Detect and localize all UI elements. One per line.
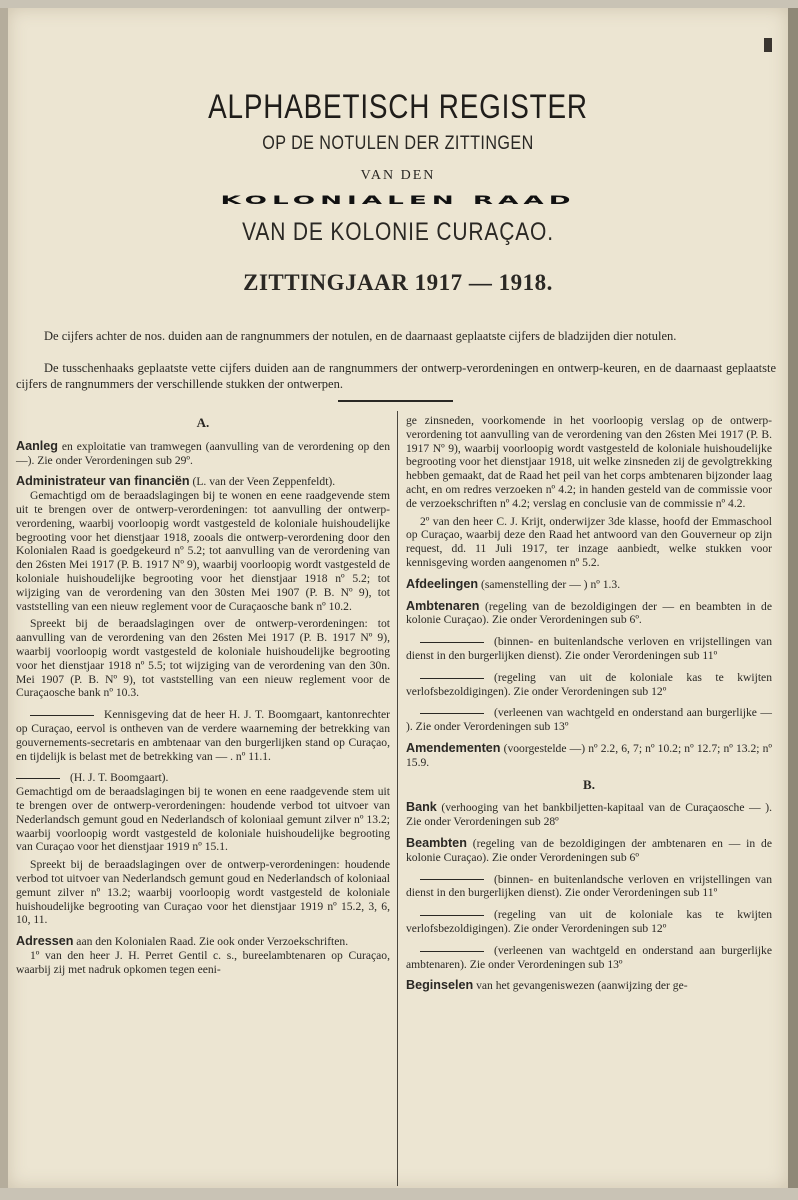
page-spine	[0, 8, 8, 1188]
entry-text: van het gevangeniswezen (aanwijzing der ge-	[473, 979, 688, 993]
right-column	[406, 414, 772, 1184]
raad-heading: KOLONIALEN RAAD	[220, 193, 576, 207]
ditto-dash	[420, 642, 484, 643]
entry-adressen	[16, 935, 390, 949]
register-page	[8, 8, 788, 1188]
entry-text: (regeling van de bezoldigingen der ambtenaren en — in de kolonie Curaçao). Zie onder Verordeningen sub 6º	[406, 836, 772, 864]
entry-ambtenaren-verloven	[406, 635, 772, 663]
page-edge	[788, 8, 798, 1188]
entry-text: (L. van der Veen Zeppenfeldt).	[189, 475, 336, 489]
entry-heading: Amendementen	[406, 740, 501, 755]
ditto-dash	[420, 915, 484, 916]
entry-text: (regeling van de bezoldigingen der — en beambten in de kolonie Curaçao). Zie onder Verordeningen sub 6º.	[406, 599, 772, 627]
section-rule	[338, 400, 453, 402]
entry-paragraph: Gemachtigd om de beraadslagingen bij te wonen en eene raadgevende stem uit te brengen over de ontwerp-verordeningen: tot aanvulling der ontwerp-verordening, waarbij voorloopig wordt vastgesteld de koloniale huishoudelijke begrooting voor het dienstjaar 1918, zooals die ontwerp-verordening door den Kolonialen Raad is goedgekeurd nº 5.2; tot aanvulling van de verordening van den 26sten Mei 1917 (P. B. 1917 Nº 9), waarbij voorloopig wordt vastgesteld de koloniale huishoudelijke begrooting voor het dienstjaar 1918 nº 5.2; tot wijziging van de verordening van den 30sten Mei 1907 (P. B. Nº 9), tot vaststelling van een nieuw reglement voor de Curaçaosche bank nº 10.2.	[16, 489, 390, 613]
entry-kennisgeving	[16, 708, 390, 763]
entry-paragraph: Spreekt bij de beraadslagingen over de ontwerp-verordeningen: houdende verbod tot uitvoer van Nederlandsch gemunt goud en Nederlandsch of koloniaal gemunt zilver nº 13.2; waarbij voorloopig wordt vastgesteld de koloniale huishoudelijke begrooting van Curaçao voor het dienstjaar 1919 nº 15.2, 3, 6, 10, 11.	[16, 858, 390, 927]
entry-ambtenaren	[406, 600, 772, 628]
entry-heading: Bank	[406, 800, 437, 815]
entry-beambten	[406, 837, 772, 865]
ditto-dash	[30, 715, 94, 716]
entry-beambten-bezoldiging	[406, 908, 772, 936]
entry-heading: Afdeelingen	[406, 576, 479, 591]
entry-aanleg	[16, 440, 390, 468]
entry-afdeelingen	[406, 578, 772, 592]
entry-text: (verleenen van wachtgeld en onderstand aan burgerlijke ambtenaren). Zie onder Verordeningen sub 13º	[406, 943, 772, 971]
entry-beginselen	[406, 979, 772, 993]
entry-paragraph: Spreekt bij de beraadslagingen over de ontwerp-verordeningen: tot aanvulling van de verordening van den 26sten Mei 1917 (P. B. 1917 Nº 9), waarbij voorloopig wordt vastgesteld de koloniale huishoudelijke begrooting voor het dienstjaar 1918 nº 5.5; tot wijziging van de verordening van den 30n. Mei 1907 (P. B. Nº 9), tot vaststelling van een nieuw reglement voor de Curaçaosche bank nº 10.3.	[16, 617, 390, 700]
register-title: ALPHABETISCH REGISTER	[208, 88, 588, 126]
section-b-heading: B.	[583, 776, 595, 792]
intro-paragraph-2: De tusschenhaaks geplaatste vette cijfers duiden aan de rangnummers der ontwerp-verordeningen en ontwerp-keuren, en de daarnaast geplaatste cijfers de rangnummers der verschillende stukken der ontwerpen.	[16, 361, 776, 391]
entry-paragraph: 1º van den heer J. H. Perret Gentil c. s., bureelambtenaren op Curaçao, waarbij zij met nadruk opkomen tegen eeni-	[16, 948, 390, 976]
ditto-dash	[420, 951, 484, 952]
entry-text: en exploitatie van tramwegen (aanvulling van de verordening op den —). Zie onder Verordeningen sub 29º.	[16, 439, 390, 467]
entry-text: (verleenen van wachtgeld en onderstand aan burgerlijke — ). Zie onder Verordeningen sub 13º	[406, 706, 772, 734]
entry-text: Kennisgeving dat de heer H. J. T. Boomgaart, kantonrechter op Curaçao, eervol is ontheven van de verdere waarneming der betrekking van gouvernements-secretaris en ambtenaar van den burgerlijken stand op Curaçao, en tijdelijk is belast met de betrekking van — . nº 11.1.	[16, 708, 390, 763]
zittingjaar-heading: ZITTINGJAAR 1917 — 1918.	[243, 270, 553, 295]
entry-text: aan den Kolonialen Raad. Zie ook onder Verzoekschriften.	[73, 935, 349, 949]
entry-heading: Adressen	[16, 934, 74, 949]
entry-text: (voorgestelde —) nº 2.2, 6, 7; nº 10.2; nº 12.7; nº 13.2; nº 15.9.	[406, 741, 772, 769]
ditto-dash	[420, 678, 484, 679]
entry-heading: Administrateur van financiën	[16, 474, 190, 489]
ditto-dash	[16, 778, 60, 779]
entry-heading: Beambten	[406, 835, 467, 850]
entry-text: (binnen- en buitenlandsche verloven en vrijstellingen van dienst in den burgerlijken dienst). Zie onder Verordeningen sub 11º	[406, 872, 772, 900]
entry-text: (regeling van uit de koloniale kas te kwijten verlofsbezoldigingen). Zie onder Verordeningen sub 12º	[406, 670, 772, 698]
entry-bank	[406, 801, 772, 829]
entry-paragraph: ge zinsneden, voorkomende in het voorloopig verslag op de ontwerp-verordening tot aanvulling van de verordening van den 26sten Mei 1917 (P. B. 1917 Nº 9), waarbij voorloopig wordt vastgesteld de koloniale huishoudelijke begrooting voor het dienstjaar 1918, uit welke zinsneden zij de gevolgtrekking hebben gemaakt, dat de Raad het peil van het corps ambtenaren bijzonder laag acht, en om redres verzoeken nº 4.2; in handen gesteld van de commissie voor de verzoekschriften nº 4.2; verslag en conclusie van de commissie nº 4.2.	[406, 414, 772, 510]
intro-paragraph-1: De cijfers achter de nos. duiden aan de rangnummers der notulen, en de daarnaast geplaatste cijfers de bladzijden dier notulen.	[44, 329, 677, 343]
entry-amendementen	[406, 742, 772, 770]
entry-paragraph: Gemachtigd om de beraadslagingen bij te wonen en eene raadgevende stem uit te brengen over de ontwerp-verordeningen: houdende verbod tot uitvoer van Nederlandsch gemunt goud en Nederlandsch of koloniaal gemunt zilver nº 13.2; waarbij voorloopig wordt vastgesteld de koloniale huishoudelijke begrooting van Curaçao voor het dienstjaar 1919 nº 15.1.	[16, 785, 390, 854]
left-column	[16, 414, 390, 1184]
van-den-line: VAN DEN	[360, 168, 436, 183]
entry-ambtenaren-wachtgeld	[406, 706, 772, 734]
entry-text: (regeling van uit de koloniale kas te kwijten verlofsbezoldigingen). Zie onder Verordeningen sub 12º	[406, 908, 772, 935]
entry-text: (samenstelling der — ) nº 1.3.	[478, 577, 621, 591]
entry-administrateur	[16, 475, 390, 489]
entry-text: (verhooging van het bankbiljetten-kapitaal van de Curaçaosche — ). Zie onder Verordeningen sub 28º	[406, 801, 772, 829]
register-subtitle: OP DE NOTULEN DER ZITTINGEN	[262, 133, 534, 154]
ditto-dash	[420, 713, 484, 714]
entry-boomgaart	[16, 771, 390, 785]
section-a-heading: A.	[196, 415, 210, 430]
entry-ambtenaren-bezoldiging	[406, 671, 772, 699]
ditto-dash	[420, 879, 484, 880]
entry-paragraph: 2º van den heer C. J. Krijt, onderwijzer 3de klasse, hoofd der Emmaschool op Curaçao, waarbij deze den Raad het antwoord van den Gouverneur op zijn request, dd. 11 Juli 1917, ter inzage aanbiedt, welke stukken voor kennisgeving worden aangenomen nº 5.2.	[406, 514, 772, 569]
entry-heading: Beginselen	[406, 978, 474, 993]
entry-heading: Ambtenaren	[406, 598, 480, 613]
entry-text: (H. J. T. Boomgaart).	[70, 771, 169, 785]
entry-beambten-verloven	[406, 873, 772, 901]
kolonie-heading: VAN DE KOLONIE CURAÇAO.	[242, 218, 554, 246]
page-marker	[764, 38, 772, 52]
entry-heading: Aanleg	[16, 438, 58, 453]
entry-beambten-wachtgeld	[406, 944, 772, 972]
entry-text: (binnen- en buitenlandsche verloven en vrijstellingen van dienst in den burgerlijken dienst). Zie onder Verordeningen sub 11º	[406, 635, 772, 662]
column-divider	[397, 411, 398, 1186]
